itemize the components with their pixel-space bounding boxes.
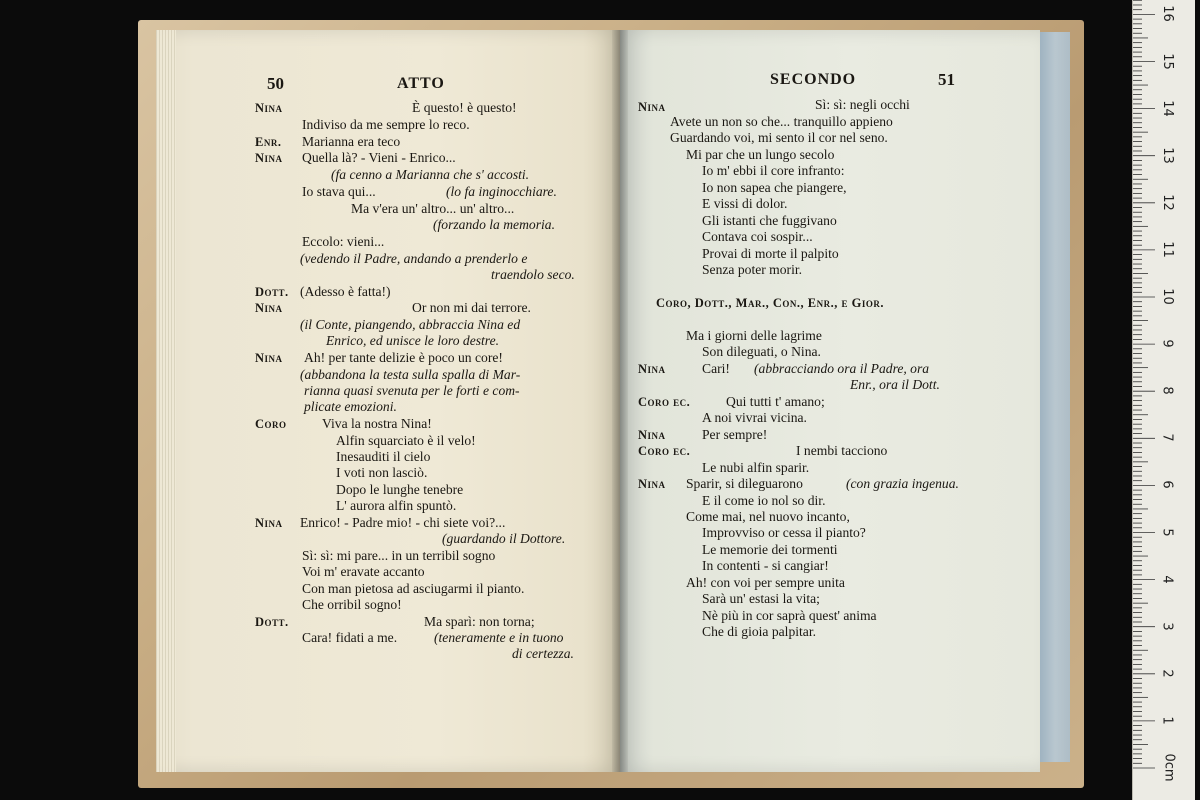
verse-line: Con man pietosa ad asciugarmi il pianto. (302, 581, 525, 596)
stage-direction: (abbandona la testa sulla spalla di Mar- (300, 367, 521, 382)
verse-line: (Adesso è fatta!) (300, 284, 391, 299)
running-head-right: SECONDO (770, 71, 857, 88)
stage-direction: plicate emozioni. (304, 399, 397, 414)
verse-line: Cari! (702, 361, 730, 376)
verse-line: Avete un non so che... tranquillo appieno (670, 114, 893, 129)
ruler-number: 4 (1159, 574, 1175, 584)
ruler-number: 2 (1159, 669, 1175, 678)
verse-line: In contenti - si cangiar! (702, 558, 829, 573)
book-gutter (612, 30, 628, 772)
verse-line: Per sempre! (702, 427, 768, 442)
stage-direction: (vedendo il Padre, andando a prenderlo e (300, 251, 528, 266)
stage-direction: (lo fa inginocchiare. (446, 184, 557, 199)
stage-direction: rianna quasi svenuta per le forti e com- (304, 383, 520, 398)
stage-direction: (guardando il Dottore. (442, 531, 566, 546)
speaker-label: Coro (255, 417, 287, 431)
verse-line: Mi par che un lungo secolo (686, 147, 835, 162)
speaker-label: Dott. (255, 285, 289, 299)
verse-line: Come mai, nel nuovo incanto, (686, 509, 850, 524)
speaker-label: Coro ec. (638, 444, 691, 458)
verse-line: Contava coi sospir... (702, 229, 813, 244)
ruler-number: 9 (1159, 339, 1175, 348)
stage-direction: traendolo seco. (491, 267, 575, 282)
ruler-ticks (1133, 0, 1195, 800)
stage-direction: Enr., ora il Dott. (850, 377, 940, 392)
verse-line: Le nubi alfin sparir. (702, 460, 810, 475)
verse-line: Enrico! - Padre mio! - chi siete voi?... (300, 515, 506, 530)
verse-line: I nembi tacciono (796, 443, 888, 458)
left-page (156, 30, 620, 772)
speaker-label: Dott. (255, 615, 289, 629)
verse-line: Sì: sì: mi pare... in un terribil sogno (302, 548, 496, 563)
book-cover-edge (1040, 32, 1070, 762)
speaker-label: Nina (255, 151, 283, 165)
verse-line: E il come io nol so dir. (702, 493, 826, 508)
ruler-number: 14 (1159, 99, 1175, 117)
verse-line: Che orribil sogno! (302, 597, 402, 612)
verse-line: Provai di morte il palpito (702, 246, 839, 261)
verse-line: Io m' ebbi il core infranto: (702, 163, 845, 178)
stage-direction: di certezza. (512, 646, 574, 661)
verse-line: Guardando voi, mi sento il cor nel seno. (670, 130, 888, 145)
ruler-number: 5 (1159, 527, 1175, 537)
speaker-label: Coro ec. (638, 395, 691, 409)
verse-line: A noi vivrai vicina. (702, 410, 807, 425)
speaker-label: Nina (638, 428, 666, 442)
verse-line: Senza poter morir. (702, 262, 803, 277)
verse-line: Inesauditi il cielo (336, 449, 431, 464)
verse-line: Viva la nostra Nina! (322, 416, 432, 431)
speaker-label: Nina (255, 301, 283, 315)
ruler-number: 3 (1159, 622, 1175, 631)
verse-line: Ma sparì: non torna; (424, 614, 535, 629)
ruler-number: 8 (1159, 386, 1175, 395)
stage-direction: (forzando la memoria. (433, 217, 555, 232)
verse-line: Sarà un' estasi la vita; (702, 591, 820, 606)
speaker-label: Nina (638, 100, 666, 114)
verse-line: Qui tutti t' amano; (726, 394, 825, 409)
ruler-number: 6 (1159, 480, 1175, 490)
verse-line: Cara! fidati a me. (302, 630, 398, 645)
verse-line: Nè più in cor saprà quest' anima (702, 608, 877, 623)
ruler-number: 10 (1159, 288, 1175, 305)
verse-line: Che di gioia palpitar. (702, 624, 817, 639)
page-number-right: 51 (938, 70, 955, 89)
ruler-number: 12 (1159, 194, 1175, 211)
page-edges (156, 30, 176, 772)
verse-line: Marianna era teco (302, 134, 401, 149)
ruler-number: 1 (1159, 716, 1175, 725)
speaker-label: Nina (255, 516, 283, 530)
verse-line: Alfin squarciato è il velo! (336, 433, 476, 448)
stage-direction: (il Conte, piangendo, abbraccia Nina ed (300, 317, 521, 332)
verse-line: Ah! con voi per sempre unita (686, 575, 845, 590)
verse-line: Voi m' eravate accanto (302, 564, 425, 579)
speaker-label: Coro, Dott., Mar., Con., Enr., e Gior. (656, 296, 884, 310)
speaker-label: Nina (255, 101, 283, 115)
running-head-left: ATTO (397, 75, 445, 92)
verse-line: Sì: sì: negli occhi (815, 97, 910, 112)
ruler-number: 13 (1159, 146, 1175, 164)
verse-line: Dopo le lunghe tenebre (336, 482, 464, 497)
speaker-label: Enr. (255, 135, 282, 149)
verse-line: Indiviso da me sempre lo reco. (302, 117, 470, 132)
verse-line: Eccolo: vieni... (302, 234, 385, 249)
verse-line: Ma i giorni delle lagrime (686, 328, 822, 343)
verse-line: Le memorie dei tormenti (702, 542, 838, 557)
page-number-left: 50 (267, 74, 284, 93)
verse-line: Quella là? - Vieni - Enrico... (302, 150, 456, 165)
verse-line: Io stava qui... (302, 184, 376, 199)
verse-line: I voti non lasciò. (336, 465, 428, 480)
verse-line: Improvviso or cessa il pianto? (702, 525, 866, 540)
speaker-label: Nina (638, 362, 666, 376)
ruler-unit-label: 0cm (1161, 753, 1177, 782)
ruler-number: 16 (1159, 5, 1175, 23)
verse-line: Sparir, si dileguarono (686, 476, 803, 491)
stage-direction: (teneramente e in tuono (434, 630, 564, 645)
stage-direction: (con grazia ingenua. (846, 476, 959, 491)
verse-line: Ma v'era un' altro... un' altro... (351, 201, 515, 216)
speaker-label: Nina (638, 477, 666, 491)
stage-direction: (fa cenno a Marianna che s' accosti. (331, 167, 530, 182)
right-page (620, 30, 1040, 772)
ruler-number: 15 (1159, 52, 1175, 70)
stage-direction: (abbracciando ora il Padre, ora (754, 361, 930, 376)
speaker-label: Nina (255, 351, 283, 365)
ruler-number: 7 (1159, 433, 1175, 442)
measuring-ruler (1132, 0, 1195, 800)
verse-line: Son dileguati, o Nina. (702, 344, 821, 359)
verse-line: E vissi di dolor. (702, 196, 788, 211)
verse-line: È questo! è questo! (412, 100, 517, 115)
ruler-number: 11 (1159, 241, 1175, 258)
verse-line: Io non sapea che piangere, (702, 180, 847, 195)
verse-line: Ah! per tante delizie è poco un core! (304, 350, 503, 365)
verse-line: Or non mi dai terrore. (412, 300, 531, 315)
verse-line: L' aurora alfin spuntò. (336, 498, 457, 513)
verse-line: Gli istanti che fuggivano (702, 213, 837, 228)
stage-direction: Enrico, ed unisce le loro destre. (326, 333, 500, 348)
